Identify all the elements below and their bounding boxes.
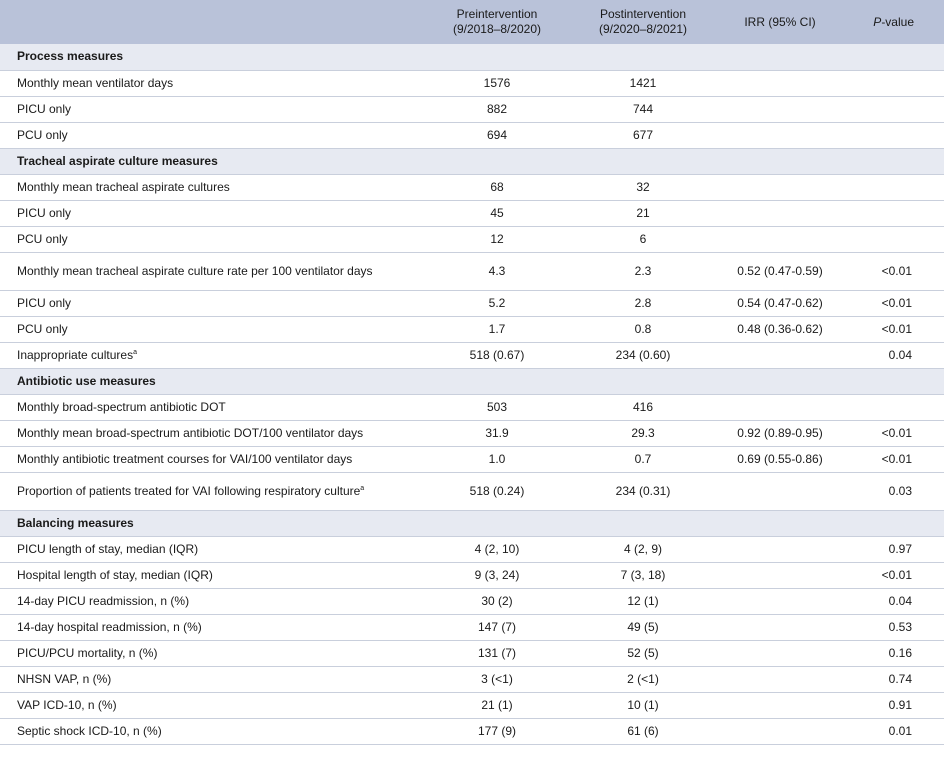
irr-value: 0.92 (0.89-0.95) bbox=[737, 425, 823, 440]
post-value: 416 bbox=[632, 399, 654, 414]
irr-value bbox=[716, 394, 844, 420]
row-label bbox=[0, 252, 424, 290]
p-value: <0.01 bbox=[881, 425, 912, 440]
table-row bbox=[0, 666, 944, 692]
row-label-text: Monthly antibiotic treatment courses for VAI/100 ventilator days bbox=[17, 451, 353, 466]
p-value: 0.16 bbox=[888, 645, 912, 660]
table-row bbox=[0, 316, 944, 342]
p-value: 0.03 bbox=[888, 483, 912, 498]
row-label-text: Hospital length of stay, median (IQR) bbox=[17, 567, 213, 582]
table-row bbox=[0, 394, 944, 420]
p-value bbox=[844, 96, 944, 122]
pre-value: 68 bbox=[490, 179, 504, 194]
post-value: 4 (2, 9) bbox=[623, 541, 662, 556]
p-value: 0.04 bbox=[888, 593, 912, 608]
row-label bbox=[0, 70, 424, 96]
pre-value: 4 (2, 10) bbox=[474, 541, 520, 556]
pre-value: 694 bbox=[486, 127, 508, 142]
pre-value: 30 (2) bbox=[481, 593, 513, 608]
table-row bbox=[0, 614, 944, 640]
section-title: Tracheal aspirate culture measures bbox=[17, 153, 218, 168]
irr-value bbox=[716, 226, 844, 252]
row-label-text: Monthly mean tracheal aspirate culture rate per 100 ventilator days bbox=[17, 263, 373, 278]
row-label-text: PICU length of stay, median (IQR) bbox=[17, 541, 199, 556]
row-label-text: Proportion of patients treated for VAI following respiratory culture bbox=[17, 483, 361, 498]
post-value: 1421 bbox=[629, 75, 657, 90]
header-measure bbox=[0, 0, 424, 44]
p-value bbox=[844, 122, 944, 148]
p-value: 0.04 bbox=[888, 347, 912, 362]
row-label bbox=[0, 122, 424, 148]
row-label bbox=[0, 536, 424, 562]
row-label-text: Monthly mean broad-spectrum antibiotic DOT/100 ventilator days bbox=[17, 425, 364, 440]
table-row bbox=[0, 174, 944, 200]
section-title: Balancing measures bbox=[17, 515, 134, 530]
post-value: 12 (1) bbox=[627, 593, 659, 608]
row-label-text: Inappropriate cultures bbox=[17, 347, 134, 362]
p-value: <0.01 bbox=[881, 321, 912, 336]
table-row bbox=[0, 588, 944, 614]
p-value bbox=[844, 174, 944, 200]
irr-value: 0.69 (0.55-0.86) bbox=[737, 451, 823, 466]
post-value: 52 (5) bbox=[627, 645, 659, 660]
pre-value: 882 bbox=[486, 101, 508, 116]
irr-value bbox=[716, 342, 844, 368]
row-label-text: PCU only bbox=[17, 127, 68, 142]
post-value: 2.3 bbox=[634, 263, 652, 278]
pre-value: 1576 bbox=[483, 75, 511, 90]
p-value: <0.01 bbox=[881, 295, 912, 310]
row-label bbox=[0, 174, 424, 200]
irr-value bbox=[716, 588, 844, 614]
pre-value: 503 bbox=[486, 399, 508, 414]
row-label-text: 14-day hospital readmission, n (%) bbox=[17, 619, 202, 634]
post-value: 61 (6) bbox=[627, 723, 659, 738]
table-row bbox=[0, 446, 944, 472]
irr-value bbox=[716, 200, 844, 226]
table-row bbox=[0, 562, 944, 588]
header-post-line1: Postintervention bbox=[599, 7, 687, 21]
post-value: 7 (3, 18) bbox=[620, 567, 666, 582]
table-row bbox=[0, 70, 944, 96]
irr-value bbox=[716, 174, 844, 200]
irr-value: 0.54 (0.47-0.62) bbox=[737, 295, 823, 310]
table-row bbox=[0, 96, 944, 122]
pre-value: 4.3 bbox=[488, 263, 506, 278]
row-label-text: PICU/PCU mortality, n (%) bbox=[17, 645, 158, 660]
post-value: 0.8 bbox=[634, 321, 652, 336]
table-row bbox=[0, 420, 944, 446]
header-row bbox=[0, 0, 944, 44]
table-row bbox=[0, 122, 944, 148]
post-value: 677 bbox=[632, 127, 654, 142]
section-header-row bbox=[0, 368, 944, 394]
row-label-text: Monthly mean ventilator days bbox=[17, 75, 174, 90]
table-row bbox=[0, 252, 944, 290]
header-pre-line2: (9/2018–8/2020) bbox=[452, 22, 542, 36]
row-label bbox=[0, 316, 424, 342]
post-value: 21 bbox=[636, 205, 650, 220]
table-row bbox=[0, 290, 944, 316]
header-p-italic: P bbox=[873, 14, 882, 29]
row-label bbox=[0, 342, 424, 368]
pre-value: 147 (7) bbox=[477, 619, 517, 634]
p-value: 0.91 bbox=[888, 697, 912, 712]
p-value bbox=[844, 200, 944, 226]
footnote-marker: a bbox=[360, 484, 365, 492]
irr-value: 0.52 (0.47-0.59) bbox=[737, 263, 823, 278]
row-label bbox=[0, 96, 424, 122]
post-value: 29.3 bbox=[631, 425, 655, 440]
irr-value bbox=[716, 96, 844, 122]
p-value bbox=[844, 226, 944, 252]
post-value: 234 (0.60) bbox=[615, 347, 671, 362]
table-row bbox=[0, 472, 944, 510]
table-row bbox=[0, 342, 944, 368]
row-label-text: PCU only bbox=[17, 321, 68, 336]
irr-value: 0.48 (0.36-0.62) bbox=[737, 321, 823, 336]
pre-value: 3 (<1) bbox=[481, 671, 513, 686]
row-label bbox=[0, 446, 424, 472]
pre-value: 31.9 bbox=[485, 425, 509, 440]
table-row bbox=[0, 536, 944, 562]
row-label bbox=[0, 614, 424, 640]
post-value: 744 bbox=[632, 101, 654, 116]
row-label-text: PICU only bbox=[17, 101, 72, 116]
p-value bbox=[844, 394, 944, 420]
irr-value bbox=[716, 718, 844, 744]
section-header-row bbox=[0, 510, 944, 536]
row-label-text: NHSN VAP, n (%) bbox=[17, 671, 112, 686]
row-label bbox=[0, 640, 424, 666]
pre-value: 177 (9) bbox=[477, 723, 517, 738]
pre-value: 131 (7) bbox=[477, 645, 517, 660]
row-label bbox=[0, 718, 424, 744]
irr-value bbox=[716, 472, 844, 510]
row-label bbox=[0, 692, 424, 718]
header-irr: IRR (95% CI) bbox=[744, 14, 816, 29]
row-label-text: Monthly mean tracheal aspirate cultures bbox=[17, 179, 230, 194]
post-value: 49 (5) bbox=[627, 619, 659, 634]
row-label-text: PICU only bbox=[17, 205, 72, 220]
pre-value: 1.7 bbox=[488, 321, 506, 336]
irr-value bbox=[716, 692, 844, 718]
post-value: 2 (<1) bbox=[627, 671, 659, 686]
p-value: 0.53 bbox=[888, 619, 912, 634]
pre-value: 5.2 bbox=[488, 295, 506, 310]
table-body bbox=[0, 44, 944, 744]
post-value: 2.8 bbox=[634, 295, 652, 310]
row-label-text: PCU only bbox=[17, 231, 68, 246]
post-value: 234 (0.31) bbox=[615, 483, 671, 498]
p-value bbox=[844, 70, 944, 96]
table-row bbox=[0, 226, 944, 252]
header-preintervention bbox=[424, 0, 570, 44]
header-postintervention bbox=[570, 0, 716, 44]
table-row bbox=[0, 200, 944, 226]
header-p-value bbox=[844, 0, 944, 44]
section-header-row bbox=[0, 148, 944, 174]
table-row bbox=[0, 718, 944, 744]
irr-value bbox=[716, 614, 844, 640]
table-row bbox=[0, 692, 944, 718]
table-header bbox=[0, 0, 944, 44]
header-p-rest: -value bbox=[881, 14, 914, 29]
section-header-row bbox=[0, 44, 944, 70]
row-label bbox=[0, 226, 424, 252]
irr-value bbox=[716, 640, 844, 666]
footnote-marker: a bbox=[133, 348, 137, 356]
row-label bbox=[0, 394, 424, 420]
row-label bbox=[0, 666, 424, 692]
row-label bbox=[0, 290, 424, 316]
pre-value: 12 bbox=[490, 231, 504, 246]
post-value: 6 bbox=[639, 231, 647, 246]
p-value: 0.01 bbox=[888, 723, 912, 738]
row-label-text: Septic shock ICD-10, n (%) bbox=[17, 723, 162, 738]
row-label-text: 14-day PICU readmission, n (%) bbox=[17, 593, 190, 608]
post-value: 0.7 bbox=[634, 451, 652, 466]
pre-value: 9 (3, 24) bbox=[474, 567, 520, 582]
table-row bbox=[0, 640, 944, 666]
irr-value bbox=[716, 562, 844, 588]
pre-value: 518 (0.67) bbox=[469, 347, 525, 362]
row-label bbox=[0, 200, 424, 226]
header-pre-line1: Preintervention bbox=[456, 7, 538, 21]
row-label-text: PICU only bbox=[17, 295, 72, 310]
header-post-line2: (9/2020–8/2021) bbox=[598, 22, 688, 36]
row-label bbox=[0, 588, 424, 614]
pre-value: 1.0 bbox=[488, 451, 506, 466]
pre-value: 518 (0.24) bbox=[469, 483, 525, 498]
row-label-text: VAP ICD-10, n (%) bbox=[17, 697, 117, 712]
row-label bbox=[0, 472, 424, 510]
irr-value bbox=[716, 666, 844, 692]
irr-value bbox=[716, 70, 844, 96]
p-value: <0.01 bbox=[881, 451, 912, 466]
section-title: Process measures bbox=[17, 49, 124, 64]
row-label bbox=[0, 562, 424, 588]
irr-value bbox=[716, 536, 844, 562]
p-value: 0.74 bbox=[888, 671, 912, 686]
row-label-text: Monthly broad-spectrum antibiotic DOT bbox=[17, 399, 226, 414]
pre-value: 21 (1) bbox=[481, 697, 513, 712]
p-value: 0.97 bbox=[888, 541, 912, 556]
post-value: 10 (1) bbox=[627, 697, 659, 712]
irr-value bbox=[716, 122, 844, 148]
section-title: Antibiotic use measures bbox=[17, 373, 156, 388]
post-value: 32 bbox=[636, 179, 650, 194]
p-value: <0.01 bbox=[881, 263, 912, 278]
pre-value: 45 bbox=[490, 205, 504, 220]
p-value: <0.01 bbox=[881, 567, 912, 582]
row-label bbox=[0, 420, 424, 446]
